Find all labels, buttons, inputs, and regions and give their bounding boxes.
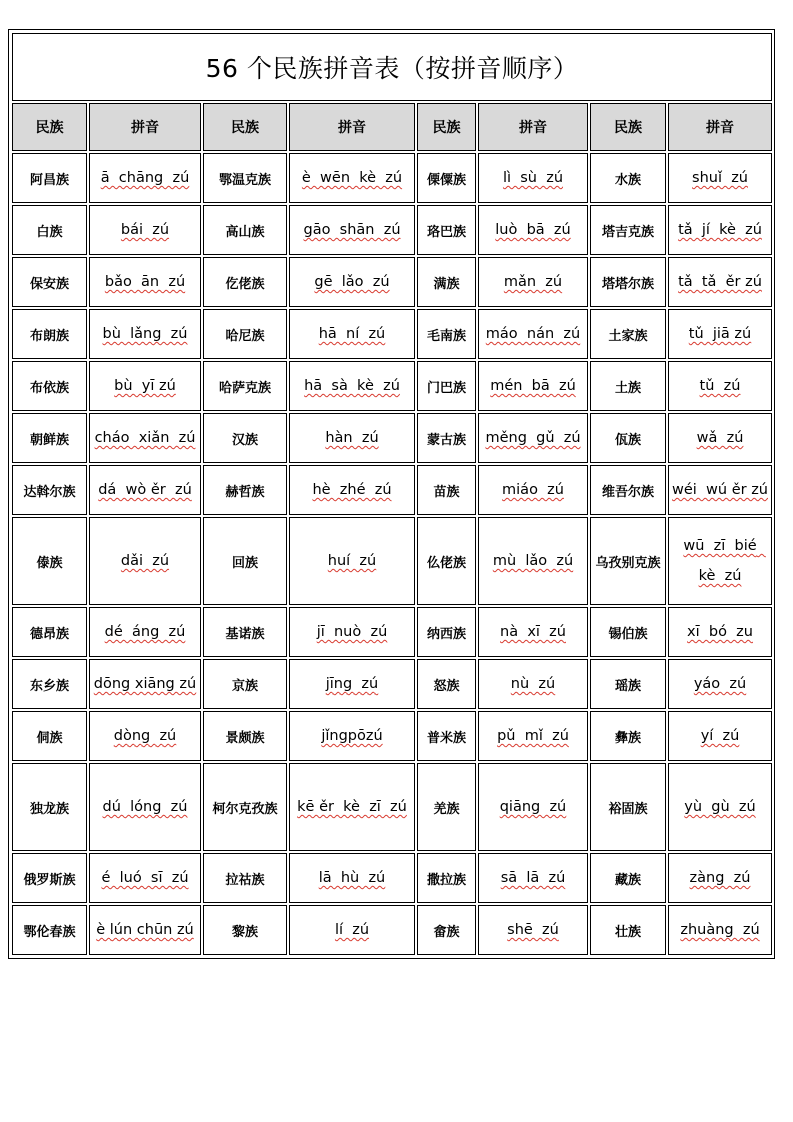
pinyin-cell xyxy=(478,153,588,203)
ethnicity-name-cell: 回族 xyxy=(203,517,287,605)
ethnicity-name-cell: 苗族 xyxy=(417,465,476,515)
pinyin-text: jīng zú xyxy=(325,676,379,692)
ethnicity-name-cell: 鄂伦春族 xyxy=(12,905,87,955)
pinyin-text: jǐngpōzú xyxy=(321,728,383,744)
pinyin-text: hè zhé zú xyxy=(312,482,392,498)
pinyin-text: mén bā zú xyxy=(490,378,576,394)
pinyin-cell xyxy=(89,465,201,515)
table-row xyxy=(12,763,772,851)
pinyin-text: nà xī zú xyxy=(500,624,566,640)
pinyin-cell xyxy=(89,711,201,761)
pinyin-cell xyxy=(89,659,201,709)
ethnicity-name-cell: 土家族 xyxy=(590,309,666,359)
pinyin-text: shē zú xyxy=(507,922,559,938)
pinyin-text: xī bó zu xyxy=(687,624,753,640)
ethnicity-name-cell: 基诺族 xyxy=(203,607,287,657)
pinyin-cell xyxy=(289,153,415,203)
ethnicity-name-cell: 高山族 xyxy=(203,205,287,255)
pinyin-cell xyxy=(289,763,415,851)
ethnicity-name-cell: 普米族 xyxy=(417,711,476,761)
pinyin-text: bù lǎng zú xyxy=(102,326,188,342)
pinyin-cell xyxy=(478,607,588,657)
ethnicity-name-cell: 侗族 xyxy=(12,711,87,761)
ethnicity-name-cell: 景颇族 xyxy=(203,711,287,761)
pinyin-text: wū zī bié kè zú xyxy=(683,538,766,584)
ethnicity-name-cell: 仫佬族 xyxy=(417,517,476,605)
pinyin-cell xyxy=(668,413,772,463)
ethnicity-name-cell: 俄罗斯族 xyxy=(12,853,87,903)
ethnicity-name-cell: 门巴族 xyxy=(417,361,476,411)
pinyin-cell xyxy=(478,659,588,709)
pinyin-cell xyxy=(289,711,415,761)
header-pinyin-1: 拼音 xyxy=(89,103,201,151)
header-ethnicity-2: 民族 xyxy=(203,103,287,151)
pinyin-cell xyxy=(478,465,588,515)
pinyin-text: gāo shān zú xyxy=(303,222,401,238)
pinyin-cell xyxy=(89,413,201,463)
pinyin-text: tǔ zú xyxy=(699,378,741,394)
pinyin-text: qiāng zú xyxy=(499,799,567,815)
ethnicity-name-cell: 羌族 xyxy=(417,763,476,851)
pinyin-text: yí zú xyxy=(700,728,740,744)
ethnicity-name-cell: 佤族 xyxy=(590,413,666,463)
pinyin-cell xyxy=(478,905,588,955)
pinyin-cell xyxy=(289,205,415,255)
pinyin-cell xyxy=(478,257,588,307)
ethnicity-name-cell: 柯尔克孜族 xyxy=(203,763,287,851)
pinyin-text: è lún chūn zú xyxy=(96,922,194,938)
pinyin-cell xyxy=(668,659,772,709)
table-row xyxy=(12,465,772,515)
ethnicity-name-cell: 水族 xyxy=(590,153,666,203)
pinyin-cell xyxy=(478,711,588,761)
ethnicity-name-cell: 畲族 xyxy=(417,905,476,955)
table-row xyxy=(12,413,772,463)
ethnicity-name-cell: 哈萨克族 xyxy=(203,361,287,411)
table-row xyxy=(12,905,772,955)
pinyin-text: hā sà kè zú xyxy=(304,378,400,394)
ethnicity-name-cell: 阿昌族 xyxy=(12,153,87,203)
table-row xyxy=(12,607,772,657)
pinyin-text: luò bā zú xyxy=(495,222,571,238)
pinyin-cell xyxy=(478,517,588,605)
pinyin-text: gē lǎo zú xyxy=(314,274,390,290)
ethnicity-name-cell: 独龙族 xyxy=(12,763,87,851)
pinyin-text: jī nuò zú xyxy=(316,624,388,640)
pinyin-text: dá wò ěr zú xyxy=(98,482,192,498)
ethnicity-name-cell: 德昂族 xyxy=(12,607,87,657)
ethnicity-name-cell: 纳西族 xyxy=(417,607,476,657)
pinyin-cell xyxy=(289,517,415,605)
pinyin-text: tǔ jiā zú xyxy=(688,326,752,342)
pinyin-cell xyxy=(289,361,415,411)
ethnicity-name-cell: 仡佬族 xyxy=(203,257,287,307)
pinyin-cell xyxy=(289,413,415,463)
pinyin-cell xyxy=(89,853,201,903)
pinyin-cell xyxy=(478,361,588,411)
header-pinyin-3: 拼音 xyxy=(478,103,588,151)
pinyin-text: é luó sī zú xyxy=(101,870,189,886)
pinyin-text: dú lóng zú xyxy=(102,799,188,815)
ethnicity-name-cell: 锡伯族 xyxy=(590,607,666,657)
pinyin-text: huí zú xyxy=(327,553,377,569)
pinyin-cell xyxy=(668,153,772,203)
header-ethnicity-3: 民族 xyxy=(417,103,476,151)
pinyin-cell xyxy=(668,853,772,903)
pinyin-cell xyxy=(478,413,588,463)
pinyin-cell xyxy=(89,153,201,203)
ethnicity-name-cell: 藏族 xyxy=(590,853,666,903)
pinyin-text: lā hù zú xyxy=(318,870,386,886)
pinyin-cell xyxy=(668,465,772,515)
table-row xyxy=(12,659,772,709)
pinyin-text: kē ěr kè zī zú xyxy=(297,799,407,815)
pinyin-cell xyxy=(89,205,201,255)
pinyin-text: miáo zú xyxy=(502,482,564,498)
ethnicity-name-cell: 土族 xyxy=(590,361,666,411)
pinyin-cell xyxy=(668,517,772,605)
pinyin-text: hàn zú xyxy=(325,430,379,446)
pinyin-text: nù zú xyxy=(510,676,556,692)
pinyin-cell xyxy=(289,309,415,359)
ethnicity-name-cell: 珞巴族 xyxy=(417,205,476,255)
pinyin-text: wéi wú ěr zú xyxy=(672,482,768,498)
pinyin-cell xyxy=(668,361,772,411)
pinyin-text: lì sù zú xyxy=(502,170,564,186)
pinyin-cell xyxy=(668,205,772,255)
pinyin-text: měng gǔ zú xyxy=(485,430,581,446)
pinyin-text: máo nán zú xyxy=(485,326,581,342)
ethnicity-name-cell: 傣族 xyxy=(12,517,87,605)
pinyin-cell xyxy=(289,257,415,307)
ethnicity-name-cell: 东乡族 xyxy=(12,659,87,709)
pinyin-cell xyxy=(89,905,201,955)
pinyin-cell xyxy=(89,607,201,657)
pinyin-cell xyxy=(89,763,201,851)
pinyin-cell xyxy=(89,361,201,411)
header-row xyxy=(12,103,772,151)
ethnicity-name-cell: 瑶族 xyxy=(590,659,666,709)
page-title: 56 个民族拼音表（按拼音顺序） xyxy=(12,33,772,101)
pinyin-cell xyxy=(668,763,772,851)
document-page xyxy=(8,29,775,959)
pinyin-text: tǎ tǎ ěr zú xyxy=(678,274,762,290)
header-pinyin-4: 拼音 xyxy=(668,103,772,151)
pinyin-text: bái zú xyxy=(120,222,170,238)
pinyin-text: tǎ jí kè zú xyxy=(678,222,762,238)
table-row xyxy=(12,257,772,307)
pinyin-cell xyxy=(289,905,415,955)
pinyin-text: lí zú xyxy=(334,922,370,938)
pinyin-cell xyxy=(289,465,415,515)
pinyin-text: dòng zú xyxy=(113,728,177,744)
table-row xyxy=(12,205,772,255)
pinyin-cell xyxy=(89,257,201,307)
ethnicity-name-cell: 塔吉克族 xyxy=(590,205,666,255)
ethnicity-name-cell: 鄂温克族 xyxy=(203,153,287,203)
header-pinyin-2: 拼音 xyxy=(289,103,415,151)
table-row xyxy=(12,517,772,605)
ethnicity-name-cell: 哈尼族 xyxy=(203,309,287,359)
ethnicity-name-cell: 拉祜族 xyxy=(203,853,287,903)
pinyin-cell xyxy=(478,853,588,903)
pinyin-cell xyxy=(668,309,772,359)
ethnicity-name-cell: 傈僳族 xyxy=(417,153,476,203)
ethnicity-name-cell: 维吾尔族 xyxy=(590,465,666,515)
ethnicity-name-cell: 毛南族 xyxy=(417,309,476,359)
ethnicity-name-cell: 达斡尔族 xyxy=(12,465,87,515)
ethnicity-name-cell: 彝族 xyxy=(590,711,666,761)
pinyin-cell xyxy=(478,205,588,255)
ethnicity-name-cell: 蒙古族 xyxy=(417,413,476,463)
ethnicity-name-cell: 布依族 xyxy=(12,361,87,411)
pinyin-text: ā chāng zú xyxy=(100,170,190,186)
pinyin-text: bǎo ān zú xyxy=(104,274,186,290)
pinyin-cell xyxy=(289,853,415,903)
ethnicity-name-cell: 黎族 xyxy=(203,905,287,955)
pinyin-text: sā lā zú xyxy=(500,870,566,886)
pinyin-text: dǎi zú xyxy=(120,553,170,569)
pinyin-cell xyxy=(668,607,772,657)
table-row xyxy=(12,309,772,359)
pinyin-cell xyxy=(289,659,415,709)
ethnicity-name-cell: 布朗族 xyxy=(12,309,87,359)
pinyin-cell xyxy=(668,257,772,307)
pinyin-text: cháo xiǎn zú xyxy=(94,430,196,446)
ethnicity-name-cell: 怒族 xyxy=(417,659,476,709)
table-row xyxy=(12,361,772,411)
ethnicity-name-cell: 乌孜别克族 xyxy=(590,517,666,605)
table-row xyxy=(12,853,772,903)
pinyin-text: yù gù zú xyxy=(684,799,756,815)
ethnicity-name-cell: 撒拉族 xyxy=(417,853,476,903)
ethnicity-name-cell: 白族 xyxy=(12,205,87,255)
pinyin-cell xyxy=(289,607,415,657)
ethnicity-name-cell: 保安族 xyxy=(12,257,87,307)
pinyin-cell xyxy=(668,905,772,955)
ethnicity-name-cell: 汉族 xyxy=(203,413,287,463)
pinyin-text: mù lǎo zú xyxy=(492,553,574,569)
pinyin-text: zhuàng zú xyxy=(680,922,760,938)
pinyin-text: pǔ mǐ zú xyxy=(497,728,569,744)
table-row xyxy=(12,153,772,203)
pinyin-cell xyxy=(478,763,588,851)
ethnic-pinyin-table xyxy=(10,31,774,957)
header-ethnicity-1: 民族 xyxy=(12,103,87,151)
pinyin-cell xyxy=(89,309,201,359)
pinyin-cell xyxy=(89,517,201,605)
ethnicity-name-cell: 塔塔尔族 xyxy=(590,257,666,307)
pinyin-text: yáo zú xyxy=(693,676,747,692)
pinyin-text: mǎn zú xyxy=(503,274,563,290)
ethnicity-name-cell: 朝鲜族 xyxy=(12,413,87,463)
ethnicity-name-cell: 壮族 xyxy=(590,905,666,955)
pinyin-text: zàng zú xyxy=(689,870,751,886)
pinyin-cell xyxy=(478,309,588,359)
ethnicity-name-cell: 满族 xyxy=(417,257,476,307)
pinyin-text: wǎ zú xyxy=(696,430,744,446)
pinyin-text: hā ní zú xyxy=(318,326,386,342)
ethnicity-name-cell: 京族 xyxy=(203,659,287,709)
pinyin-text: shuǐ zú xyxy=(692,170,748,186)
pinyin-cell xyxy=(668,711,772,761)
pinyin-text: è wēn kè zú xyxy=(301,170,403,186)
pinyin-text: bù yī zú xyxy=(114,378,176,394)
table-row xyxy=(12,711,772,761)
ethnicity-name-cell: 赫哲族 xyxy=(203,465,287,515)
ethnicity-name-cell: 裕固族 xyxy=(590,763,666,851)
pinyin-text: dōng xiāng zú xyxy=(93,676,197,692)
header-ethnicity-4: 民族 xyxy=(590,103,666,151)
pinyin-text: dé áng zú xyxy=(104,624,186,640)
